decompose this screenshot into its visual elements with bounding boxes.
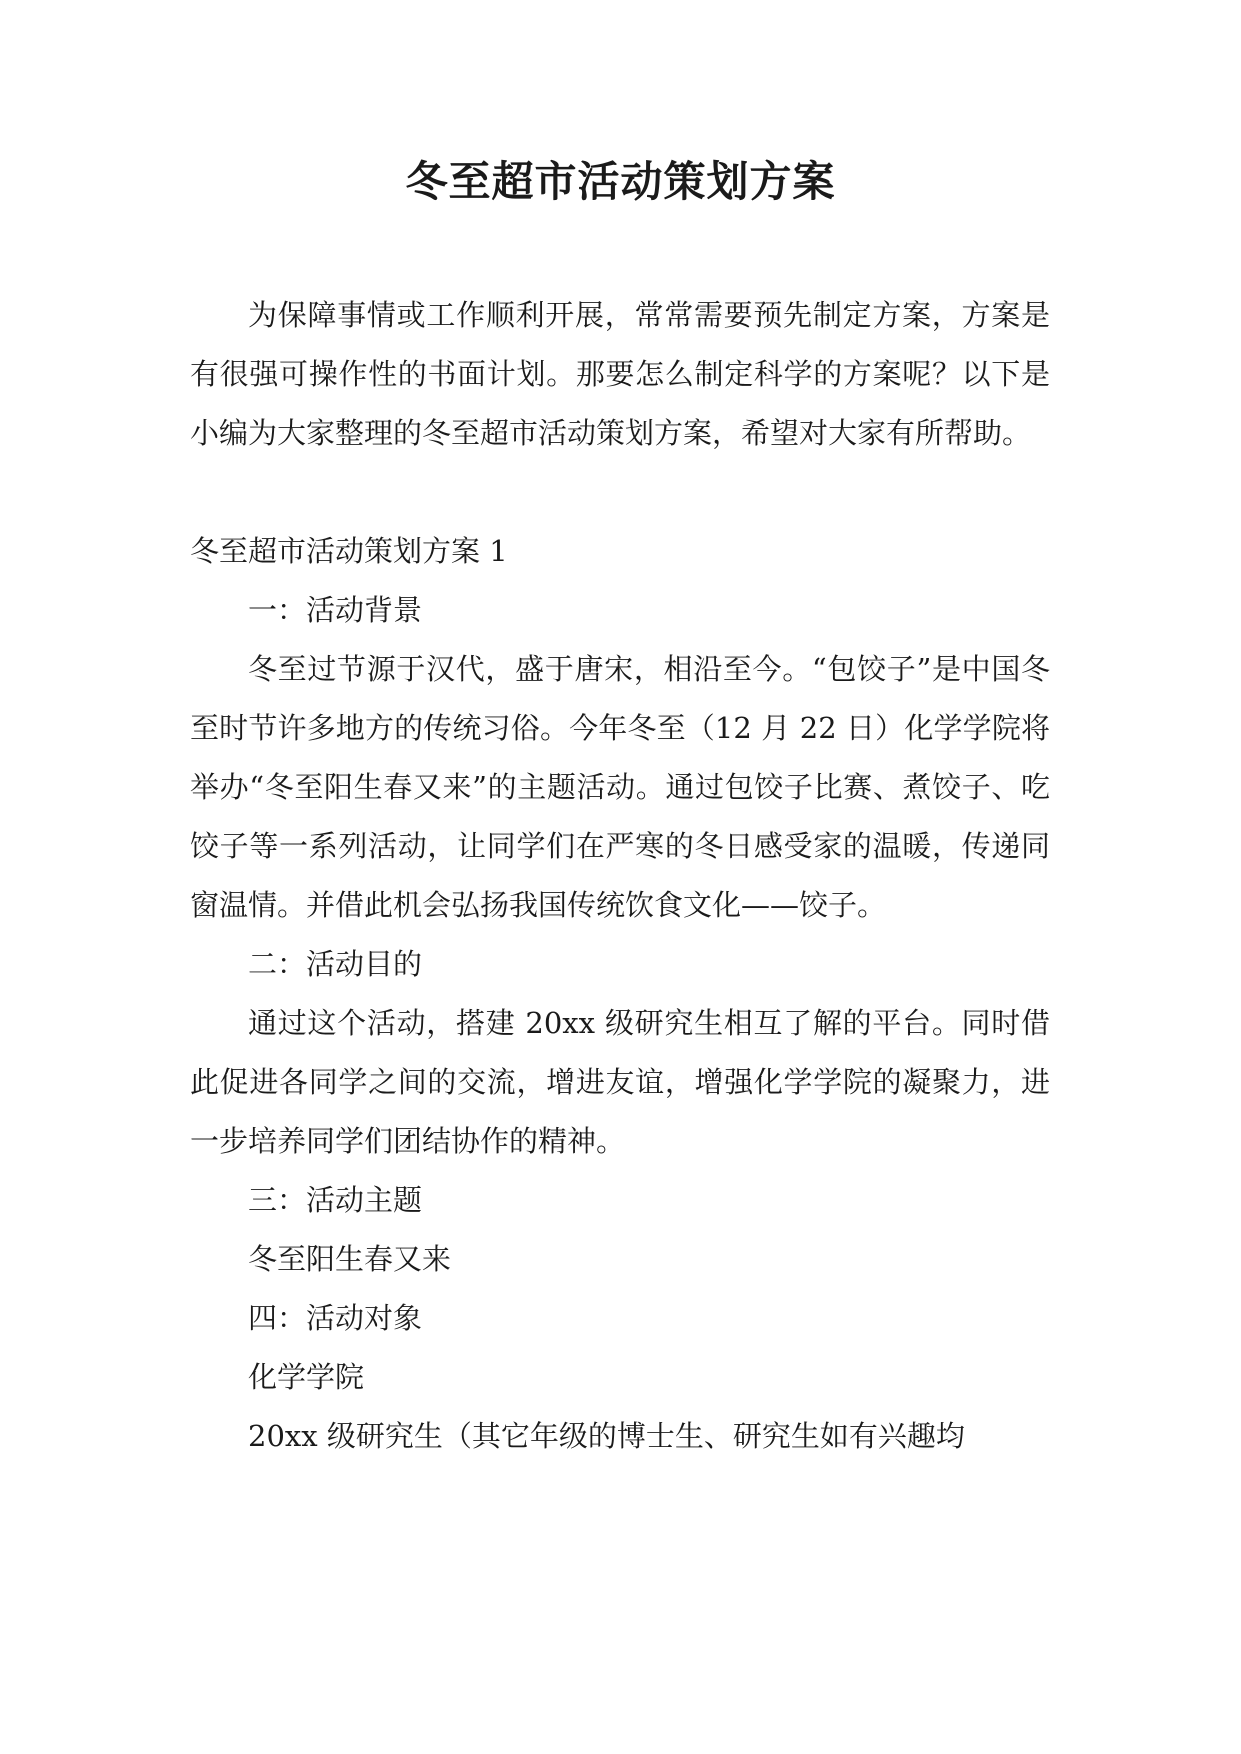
heading-theme: 三：活动主题 — [248, 1183, 423, 1217]
paragraph-purpose: 通过这个活动，搭建 20xx 级研究生相互了解的平台。同时借此促进各同学之间的交流，增进友谊，增强化学学院的凝聚力，进一步培养同学们团结协作的精神。 — [190, 1006, 1050, 1158]
paragraph-theme: 冬至阳生春又来 — [248, 1242, 452, 1276]
paragraph-background: 冬至过节源于汉代，盛于唐宋，相沿至今。“包饺子”是中国冬至时节许多地方的传统习俗。今年冬至（12 月 22 日）化学学院将举办“冬至阳生春又来”的主题活动。通过包饺子比赛、煮饺子、吃饺子等一系列活动，让同学们在严寒的冬日感受家的温暖，传递同窗温情。并借此机会弘扬我国传统饮食文化——饺子。 — [190, 652, 1050, 922]
paragraph-audience-students: 20xx 级研究生（其它年级的博士生、研究生如有兴趣均 — [248, 1419, 965, 1453]
heading-purpose: 二：活动目的 — [248, 947, 423, 981]
paragraph-audience-college: 化学学院 — [248, 1360, 365, 1394]
heading-audience: 四：活动对象 — [248, 1301, 423, 1335]
heading-background: 一：活动背景 — [248, 593, 423, 627]
document-body — [190, 286, 1050, 1466]
intro-paragraph: 为保障事情或工作顺利开展，常常需要预先制定方案，方案是有很强可操作性的书面计划。那要怎么制定科学的方案呢？以下是小编为大家整理的冬至超市活动策划方案，希望对大家有所帮助。 — [190, 298, 1050, 450]
paragraph-spacer — [190, 463, 1050, 522]
document-title: 冬至超市活动策划方案 — [405, 157, 836, 206]
section-title: 冬至超市活动策划方案 1 — [190, 534, 508, 568]
